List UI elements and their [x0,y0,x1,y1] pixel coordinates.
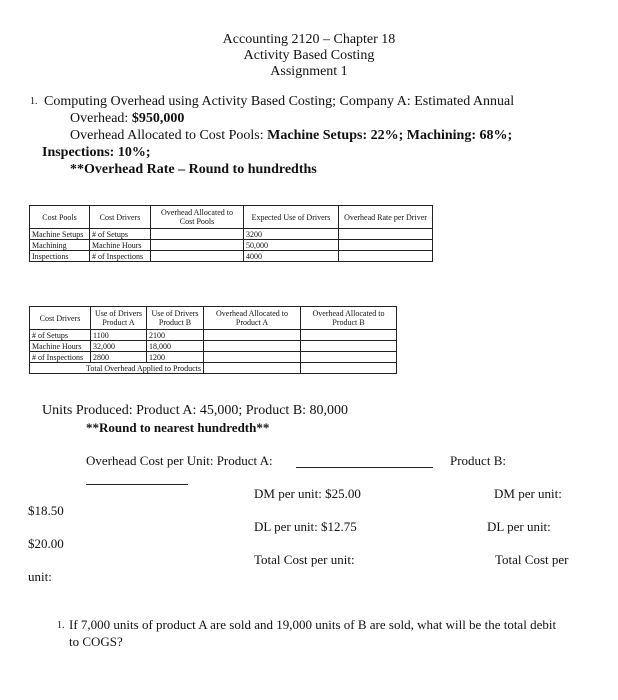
col-header-use-product-a: Use of Drivers Product A [91,307,147,330]
q1-round-note: **Overhead Rate – Round to hundredths [70,162,317,177]
cell: Machine Hours [30,341,91,352]
product-allocation-table [29,306,397,374]
table-row [30,341,397,352]
cell [339,251,433,262]
cell [204,352,301,363]
cell: Inspections [30,251,90,262]
cell: # of Inspections [30,352,91,363]
q1-inspections-line: Inspections: 10%; [42,145,151,160]
cell: 2800 [91,352,147,363]
overhead-cost-label: Overhead Cost per Unit: Product A: [86,453,273,468]
q2-number: 1. [57,620,65,631]
units-produced: Units Produced: Product A: 45,000; Product B: 80,000 [42,403,349,418]
cell: # of Setups [30,330,91,341]
cell [204,341,301,352]
answer-line-product-b [86,484,188,485]
total-cost-product-b-cont: unit: [28,569,52,584]
cell [204,363,301,374]
q1-overhead-value: $950,000 [131,111,185,126]
cell: Machining [30,240,90,251]
col-header-overhead-allocated: Overhead Allocated to Cost Pools [151,206,244,229]
cell: 18,000 [147,341,204,352]
q2-text-line2: to COGS? [69,634,123,649]
col-header-cost-drivers: Cost Drivers [90,206,151,229]
cell [204,330,301,341]
col-header-use-product-b: Use of Drivers Product B [147,307,204,330]
header-assignment: Assignment 1 [270,64,348,79]
cell [301,352,397,363]
q1-text-line1: Computing Overhead using Activity Based Costing; Company A: Estimated Annual [44,94,515,109]
cell: # of Inspections [90,251,151,262]
header-subtitle: Activity Based Costing [243,48,375,63]
product-b-label: Product B: [450,453,506,468]
cell [151,229,244,240]
table-row [30,240,433,251]
col-header-allocated-product-b: Overhead Allocated to Product B [301,307,397,330]
cell: 50,000 [244,240,339,251]
cell [151,251,244,262]
cell: 2100 [147,330,204,341]
q1-overhead-line [70,111,184,127]
table-row [30,352,397,363]
cell: 32,000 [91,341,147,352]
q1-allocation-label: Overhead Allocated to Cost Pools: [70,128,264,143]
total-overhead-label: Total Overhead Applied to Products [30,363,204,374]
dl-product-b-value: $20.00 [28,536,64,551]
cell [301,363,397,374]
cell [339,229,433,240]
q1-number: 1. [30,96,38,107]
dl-product-a: DL per unit: $12.75 [254,519,357,534]
table-row [30,251,433,262]
cost-pool-table [29,205,433,262]
cell: 1200 [147,352,204,363]
table-row [30,229,433,240]
col-header-cost-pools: Cost Pools [30,206,90,229]
q2-text-line1: If 7,000 units of product A are sold and 19,000 units of B are sold, what will be the total debit [69,617,557,632]
dm-product-a: DM per unit: $25.00 [254,486,361,501]
cell: Machine Hours [90,240,151,251]
col-header-expected-use: Expected Use of Drivers [244,206,339,229]
cell: # of Setups [90,229,151,240]
cell: Machine Setups [30,229,90,240]
table-row [30,363,397,374]
col-header-allocated-product-a: Overhead Allocated to Product A [204,307,301,330]
header-title: Accounting 2120 – Chapter 18 [222,32,396,47]
cell [151,240,244,251]
round-note: **Round to nearest hundredth** [86,420,270,435]
total-cost-product-b: Total Cost per [495,552,569,567]
col-header-overhead-rate: Overhead Rate per Driver [339,206,433,229]
total-cost-product-a: Total Cost per unit: [254,552,355,567]
dm-product-b-label: DM per unit: [494,486,562,501]
q1-allocation-line [70,128,512,144]
cell: 1100 [91,330,147,341]
dl-product-b-label: DL per unit: [487,519,551,534]
answer-line-product-a [296,467,433,468]
cell: 4000 [244,251,339,262]
cell [301,330,397,341]
cell [339,240,433,251]
table-row [30,330,397,341]
cell [301,341,397,352]
col-header-cost-drivers: Cost Drivers [30,307,91,330]
q1-overhead-label: Overhead: [70,111,129,126]
q1-allocation-value: Machine Setups: 22%; Machining: 68%; [267,128,513,143]
cell: 3200 [244,229,339,240]
dm-product-b-value: $18.50 [28,503,64,518]
